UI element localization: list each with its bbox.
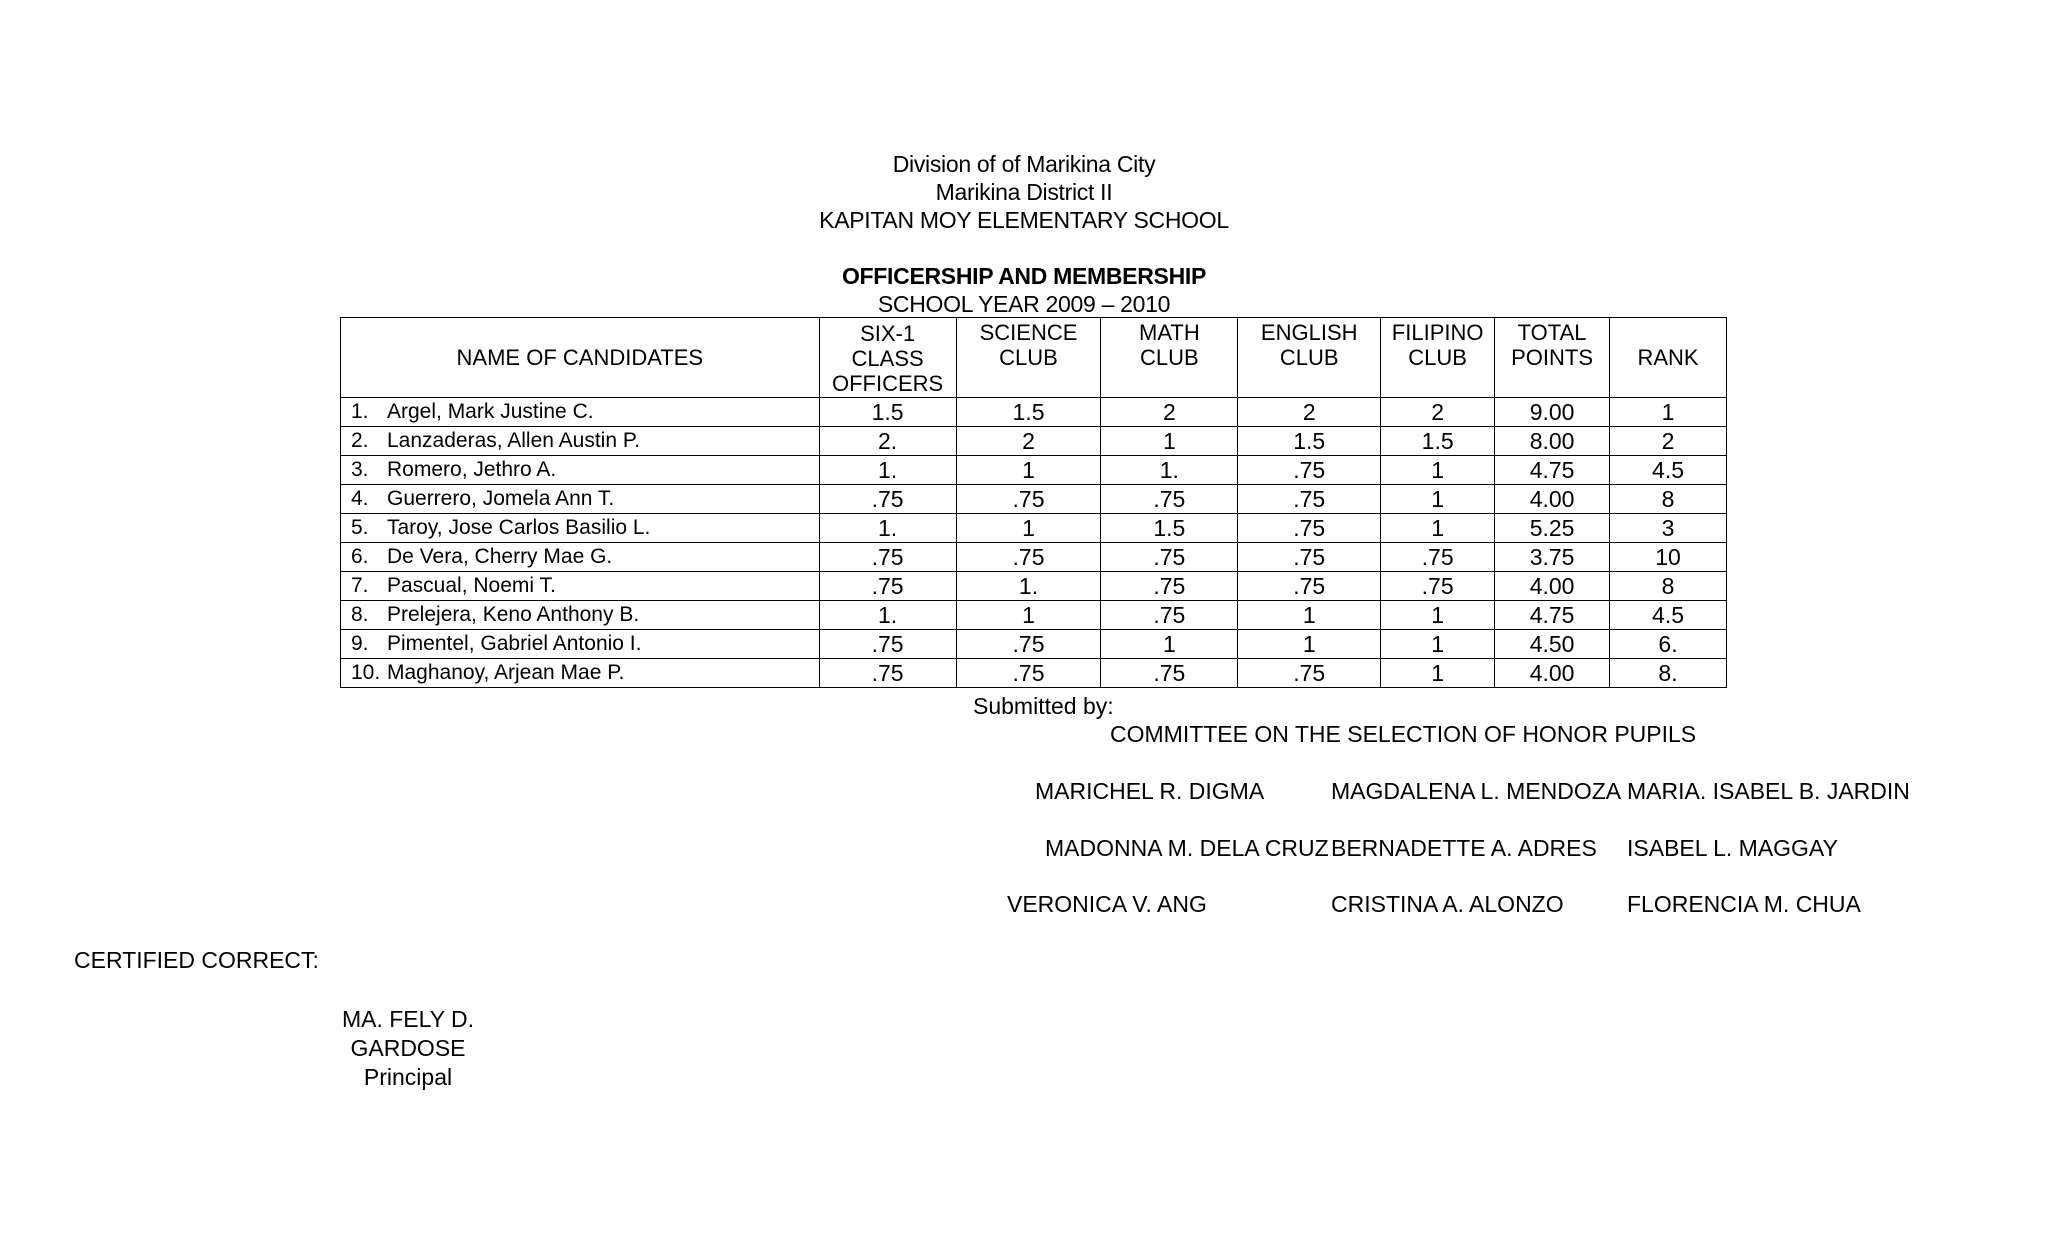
row-number: 10. bbox=[351, 661, 381, 684]
english-cell: 2 bbox=[1238, 398, 1381, 427]
candidate-name-cell bbox=[341, 398, 820, 427]
science-cell: .75 bbox=[956, 630, 1101, 659]
signatory-name: MARICHEL R. DIGMA bbox=[1035, 778, 1265, 804]
english-cell: .75 bbox=[1238, 514, 1381, 543]
signatory-name: FLORENCIA M. CHUA bbox=[1627, 891, 1861, 917]
table-row bbox=[341, 630, 1727, 659]
total-cell: 4.75 bbox=[1495, 601, 1610, 630]
total-cell: 3.75 bbox=[1495, 543, 1610, 572]
filipino-cell: 2 bbox=[1381, 398, 1495, 427]
rank-cell: 8 bbox=[1610, 485, 1727, 514]
row-number: 8. bbox=[351, 603, 369, 626]
officers-cell: 1. bbox=[819, 514, 956, 543]
header-line: SIX-1 bbox=[860, 321, 916, 346]
math-cell: 2 bbox=[1101, 398, 1238, 427]
header-line: CLASS bbox=[851, 346, 924, 371]
header-line: CLUB bbox=[1140, 345, 1199, 370]
math-cell: .75 bbox=[1101, 601, 1238, 630]
signatory-name: CRISTINA A. ALONZO bbox=[1331, 891, 1564, 917]
table-row bbox=[341, 427, 1727, 456]
header-filipino-club bbox=[1381, 318, 1495, 398]
officers-cell: .75 bbox=[819, 572, 956, 601]
filipino-cell: 1 bbox=[1381, 659, 1495, 688]
total-cell: 4.75 bbox=[1495, 456, 1610, 485]
candidate-name: Prelejera, Keno Anthony B. bbox=[387, 603, 640, 626]
rank-cell: 10 bbox=[1610, 543, 1727, 572]
candidate-name: Pimentel, Gabriel Antonio I. bbox=[387, 632, 642, 655]
filipino-cell: 1 bbox=[1381, 630, 1495, 659]
filipino-cell: 1 bbox=[1381, 601, 1495, 630]
english-cell: .75 bbox=[1238, 572, 1381, 601]
candidate-name: Romero, Jethro A. bbox=[387, 458, 557, 481]
english-cell: .75 bbox=[1238, 456, 1381, 485]
committee-title: COMMITTEE ON THE SELECTION OF HONOR PUPILS bbox=[1110, 721, 1697, 747]
spacer bbox=[0, 234, 2048, 262]
officers-cell: .75 bbox=[819, 485, 956, 514]
candidate-name: Guerrero, Jomela Ann T. bbox=[387, 487, 615, 510]
header-line: CLUB bbox=[1279, 345, 1339, 370]
total-cell: 4.00 bbox=[1495, 659, 1610, 688]
row-number: 7. bbox=[351, 574, 369, 597]
candidate-name-cell bbox=[341, 572, 820, 601]
english-cell: .75 bbox=[1238, 543, 1381, 572]
table-row bbox=[341, 601, 1727, 630]
officers-cell: .75 bbox=[819, 543, 956, 572]
table-row bbox=[341, 485, 1727, 514]
signatory-name: VERONICA V. ANG bbox=[1007, 891, 1207, 917]
science-cell: .75 bbox=[956, 543, 1101, 572]
filipino-cell: 1 bbox=[1381, 485, 1495, 514]
candidate-name: Argel, Mark Justine C. bbox=[387, 400, 594, 423]
english-cell: 1.5 bbox=[1238, 427, 1381, 456]
table-row bbox=[341, 514, 1727, 543]
english-cell: .75 bbox=[1238, 485, 1381, 514]
header-line: CLUB bbox=[999, 345, 1058, 370]
filipino-cell: .75 bbox=[1381, 543, 1495, 572]
header-class-officers bbox=[819, 318, 956, 398]
candidate-name-cell bbox=[341, 601, 820, 630]
header-rank: RANK bbox=[1610, 318, 1727, 398]
officers-cell: 1. bbox=[819, 456, 956, 485]
header-science-club bbox=[956, 318, 1101, 398]
row-number: 5. bbox=[351, 516, 369, 539]
officers-cell: 2. bbox=[819, 427, 956, 456]
header-line: CLUB bbox=[1408, 345, 1467, 370]
header-english-club bbox=[1238, 318, 1381, 398]
math-cell: .75 bbox=[1101, 659, 1238, 688]
filipino-cell: .75 bbox=[1381, 572, 1495, 601]
principal-signature-block bbox=[296, 1005, 520, 1092]
header-line: SCIENCE bbox=[979, 320, 1078, 345]
header-total-points bbox=[1495, 318, 1610, 398]
rank-cell: 2 bbox=[1610, 427, 1727, 456]
candidate-name-cell bbox=[341, 485, 820, 514]
table-header-row bbox=[341, 318, 1727, 398]
header-line: MATH bbox=[1139, 320, 1200, 345]
officers-cell: .75 bbox=[819, 659, 956, 688]
math-cell: 1 bbox=[1101, 630, 1238, 659]
officers-cell: 1. bbox=[819, 601, 956, 630]
english-cell: .75 bbox=[1238, 659, 1381, 688]
officers-cell: 1.5 bbox=[819, 398, 956, 427]
header-line: TOTAL bbox=[1517, 320, 1587, 345]
document-title: OFFICERSHIP AND MEMBERSHIP bbox=[841, 263, 1207, 289]
table-row bbox=[341, 398, 1727, 427]
signatory-name: MAGDALENA L. MENDOZA bbox=[1331, 778, 1622, 804]
header-line: ENGLISH bbox=[1260, 320, 1358, 345]
officers-cell: .75 bbox=[819, 630, 956, 659]
filipino-cell: 1 bbox=[1381, 456, 1495, 485]
math-cell: 1.5 bbox=[1101, 514, 1238, 543]
science-cell: 2 bbox=[956, 427, 1101, 456]
science-cell: .75 bbox=[956, 659, 1101, 688]
candidates-table bbox=[340, 317, 1727, 688]
rank-cell: 1 bbox=[1610, 398, 1727, 427]
rank-cell: 4.5 bbox=[1610, 601, 1727, 630]
certified-correct-label: CERTIFIED CORRECT: bbox=[74, 947, 319, 973]
school-name: KAPITAN MOY ELEMENTARY SCHOOL bbox=[819, 207, 1229, 233]
candidate-name-cell bbox=[341, 456, 820, 485]
rank-cell: 8. bbox=[1610, 659, 1727, 688]
candidate-name: Taroy, Jose Carlos Basilio L. bbox=[387, 516, 651, 539]
filipino-cell: 1 bbox=[1381, 514, 1495, 543]
candidate-name-cell bbox=[341, 543, 820, 572]
signatory-name: MADONNA M. DELA CRUZ bbox=[1045, 835, 1329, 861]
row-number: 1. bbox=[351, 400, 369, 423]
table-row bbox=[341, 543, 1727, 572]
candidate-name: Lanzaderas, Allen Austin P. bbox=[387, 429, 640, 452]
english-cell: 1 bbox=[1238, 630, 1381, 659]
signatory-name: MARIA. ISABEL B. JARDIN bbox=[1627, 778, 1910, 804]
header-name-of-candidates: NAME OF CANDIDATES bbox=[341, 318, 820, 398]
math-cell: .75 bbox=[1101, 543, 1238, 572]
row-number: 3. bbox=[351, 458, 369, 481]
row-number: 9. bbox=[351, 632, 369, 655]
table-row bbox=[341, 659, 1727, 688]
total-cell: 8.00 bbox=[1495, 427, 1610, 456]
document-header bbox=[0, 150, 2048, 318]
science-cell: 1 bbox=[956, 456, 1101, 485]
division-name: Division of of Marikina City bbox=[892, 151, 1156, 177]
header-line: OFFICERS bbox=[831, 371, 944, 396]
rank-cell: 6. bbox=[1610, 630, 1727, 659]
district-name: Marikina District II bbox=[935, 179, 1113, 205]
science-cell: 1.5 bbox=[956, 398, 1101, 427]
rank-cell: 4.5 bbox=[1610, 456, 1727, 485]
total-cell: 4.00 bbox=[1495, 485, 1610, 514]
row-number: 6. bbox=[351, 545, 369, 568]
header-math-club bbox=[1101, 318, 1238, 398]
math-cell: 1 bbox=[1101, 427, 1238, 456]
principal-title: Principal bbox=[363, 1064, 453, 1090]
math-cell: .75 bbox=[1101, 572, 1238, 601]
header-line: POINTS bbox=[1511, 345, 1594, 370]
signatory-name: ISABEL L. MAGGAY bbox=[1627, 835, 1838, 861]
table-row bbox=[341, 456, 1727, 485]
rank-cell: 8 bbox=[1610, 572, 1727, 601]
candidate-name: Maghanoy, Arjean Mae P. bbox=[387, 661, 625, 684]
school-year: SCHOOL YEAR 2009 – 2010 bbox=[877, 291, 1171, 317]
header-line: FILIPINO bbox=[1391, 320, 1484, 345]
candidate-name-cell bbox=[341, 630, 820, 659]
candidate-name: Pascual, Noemi T. bbox=[387, 574, 556, 597]
table-body bbox=[341, 398, 1727, 688]
candidate-name-cell bbox=[341, 514, 820, 543]
total-cell: 4.50 bbox=[1495, 630, 1610, 659]
science-cell: 1 bbox=[956, 514, 1101, 543]
total-cell: 9.00 bbox=[1495, 398, 1610, 427]
table-row bbox=[341, 572, 1727, 601]
principal-name: MA. FELY D. GARDOSE bbox=[341, 1006, 475, 1061]
row-number: 4. bbox=[351, 487, 369, 510]
candidate-name-cell bbox=[341, 427, 820, 456]
rank-cell: 3 bbox=[1610, 514, 1727, 543]
submitted-by-label: Submitted by: bbox=[973, 693, 1114, 719]
total-cell: 4.00 bbox=[1495, 572, 1610, 601]
total-cell: 5.25 bbox=[1495, 514, 1610, 543]
math-cell: 1. bbox=[1101, 456, 1238, 485]
science-cell: 1 bbox=[956, 601, 1101, 630]
filipino-cell: 1.5 bbox=[1381, 427, 1495, 456]
science-cell: 1. bbox=[956, 572, 1101, 601]
english-cell: 1 bbox=[1238, 601, 1381, 630]
signatory-name: BERNADETTE A. ADRES bbox=[1331, 835, 1597, 861]
candidate-name: De Vera, Cherry Mae G. bbox=[387, 545, 613, 568]
science-cell: .75 bbox=[956, 485, 1101, 514]
math-cell: .75 bbox=[1101, 485, 1238, 514]
candidate-name-cell bbox=[341, 659, 820, 688]
row-number: 2. bbox=[351, 429, 369, 452]
